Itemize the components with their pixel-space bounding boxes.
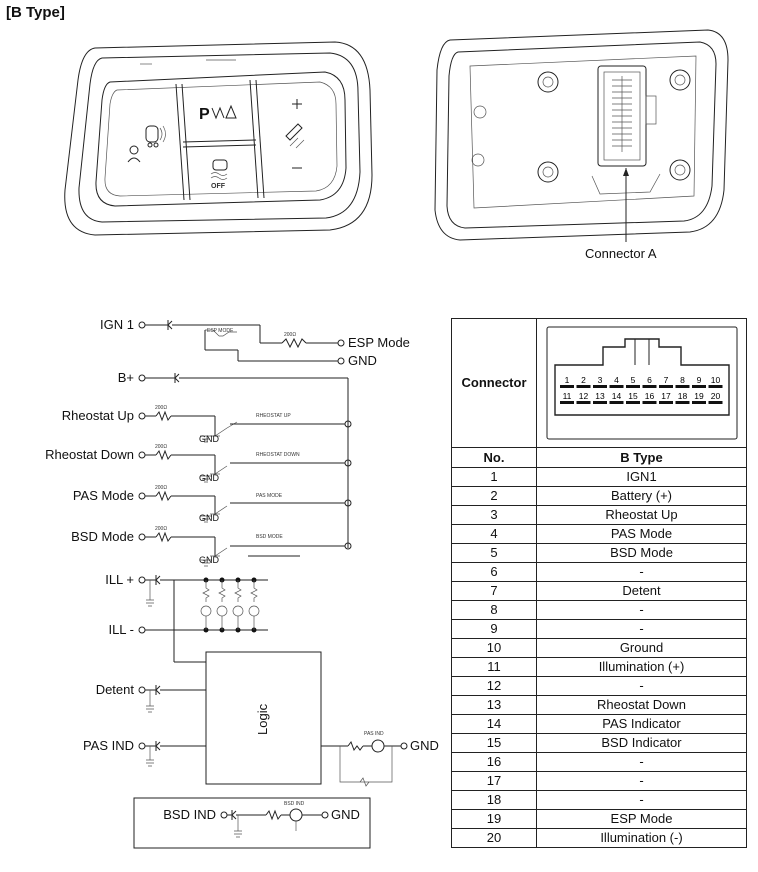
esp-off-icon — [211, 160, 227, 190]
pin-number: 6 — [452, 563, 537, 582]
table-row — [452, 639, 747, 658]
pin-contact — [643, 385, 657, 388]
pin-contact — [626, 385, 640, 388]
pin-contact — [659, 385, 673, 388]
pin-contact — [709, 385, 723, 388]
pin-contact — [577, 385, 591, 388]
logic-label: Logic — [255, 703, 270, 735]
label-detent: Detent — [95, 682, 134, 697]
esp-mode-switch-label: ESP MODE — [207, 328, 234, 334]
led-array — [201, 578, 259, 633]
pin-contact — [593, 385, 607, 388]
pin-function: BSD Mode — [537, 544, 747, 563]
pin-function: BSD Indicator — [537, 734, 747, 753]
pin-number: 11 — [452, 658, 537, 677]
pin-number: 7 — [452, 582, 537, 601]
pin-function: Rheostat Up — [537, 506, 747, 525]
pin-label: 13 — [595, 391, 605, 401]
pin-label: 2 — [581, 375, 586, 385]
pin-function: - — [537, 620, 747, 639]
label-ill-minus: ILL - — [108, 622, 134, 637]
pin-function: PAS Indicator — [537, 715, 747, 734]
pin-contact — [560, 401, 574, 404]
pin-label: 6 — [647, 375, 652, 385]
pin-number: 20 — [452, 829, 537, 848]
connector-header: Connector — [452, 319, 537, 448]
table-row — [452, 601, 747, 620]
table-row — [452, 620, 747, 639]
label-ign1: IGN 1 — [100, 317, 134, 332]
pin-number: 13 — [452, 696, 537, 715]
label-ill-plus: ILL + — [105, 572, 134, 587]
label-bsd-mode: BSD Mode — [71, 529, 134, 544]
label-pas-ind: PAS IND — [82, 738, 134, 753]
pin-number: 17 — [452, 772, 537, 791]
schematic-wires — [134, 320, 407, 848]
label-gnd-bsd: GND — [331, 807, 360, 822]
resistor-label: 200Ω — [155, 526, 168, 532]
pin-label: 12 — [578, 391, 589, 401]
table-row — [452, 544, 747, 563]
pin-number: 15 — [452, 734, 537, 753]
pin-function: - — [537, 601, 747, 620]
pin-number: 16 — [452, 753, 537, 772]
pin-label: 19 — [694, 391, 704, 401]
resistor-label: 200Ω — [155, 485, 168, 491]
rheostat-down-switch-label: RHEOSTAT DOWN — [256, 452, 300, 458]
pin-function: Battery (+) — [537, 487, 747, 506]
pin-function: Ground — [537, 639, 747, 658]
pin-row-bottom — [560, 391, 723, 404]
pin-number: 2 — [452, 487, 537, 506]
gnd-small-label: GND — [199, 555, 219, 565]
pin-row-top — [560, 375, 723, 388]
pin-label: 4 — [614, 375, 619, 385]
table-row — [452, 677, 747, 696]
pin-number: 9 — [452, 620, 537, 639]
connector-pins — [612, 76, 632, 152]
pin-function: - — [537, 753, 747, 772]
pin-function: - — [537, 791, 747, 810]
pin-contact — [676, 385, 690, 388]
pin-function: - — [537, 563, 747, 582]
label-gnd-pas: GND — [410, 738, 439, 753]
pin-function: ESP Mode — [537, 810, 747, 829]
pin-contact — [709, 401, 723, 404]
pin-label: 10 — [710, 375, 721, 385]
column-btype-header: B Type — [537, 448, 747, 468]
pin-label: 1 — [564, 375, 570, 385]
pin-contact — [610, 401, 624, 404]
pin-function: Rheostat Down — [537, 696, 747, 715]
pin-function: - — [537, 677, 747, 696]
pin-number: 3 — [452, 506, 537, 525]
pin-contact — [692, 385, 706, 388]
pin-number: 4 — [452, 525, 537, 544]
pas-ind-led-label: PAS IND — [364, 731, 384, 737]
pin-function: IGN1 — [537, 468, 747, 487]
table-row — [452, 525, 747, 544]
table-row — [452, 696, 747, 715]
pin-contact — [692, 401, 706, 404]
bsd-ind-led-label: BSD IND — [284, 801, 305, 807]
label-rheostat-up: Rheostat Up — [61, 408, 134, 423]
pin-label: 9 — [696, 375, 702, 385]
pin-number: 14 — [452, 715, 537, 734]
pin-function: Illumination (-) — [537, 829, 747, 848]
column-no-header: No. — [452, 448, 537, 468]
table-row — [452, 715, 747, 734]
switch-panel-front — [65, 42, 372, 235]
switch-panel-rear — [435, 30, 728, 242]
rheostat-up-switch-label: RHEOSTAT UP — [256, 413, 291, 419]
pin-label: 3 — [597, 375, 603, 385]
connector-a-label: Connector A — [585, 246, 657, 261]
pin-function: Illumination (+) — [537, 658, 747, 677]
resistor-label: 200Ω — [155, 444, 168, 450]
label-bplus: B+ — [117, 370, 134, 385]
pin-contact — [659, 401, 673, 404]
pin-contact — [593, 401, 607, 404]
pin-label: 14 — [611, 391, 622, 401]
pin-contact — [610, 385, 624, 388]
svg-text:P: P — [199, 106, 210, 123]
label-bsd-ind: BSD IND — [163, 807, 216, 822]
table-row — [452, 810, 747, 829]
table-row — [452, 563, 747, 582]
pin-function: - — [537, 772, 747, 791]
pin-label: 5 — [630, 375, 636, 385]
resistor-label: 200Ω — [284, 332, 297, 338]
pin-contact — [626, 401, 640, 404]
connector-pin-table — [451, 318, 747, 848]
gnd-small-label: GND — [199, 434, 219, 444]
label-pas-mode: PAS Mode — [72, 488, 134, 503]
pas-mode-switch-label: PAS MODE — [256, 493, 283, 499]
bsd-ind-box — [134, 798, 370, 848]
off-text: OFF — [211, 183, 225, 190]
car-assist-icon — [128, 126, 166, 162]
table-row — [452, 753, 747, 772]
pin-label: 7 — [663, 375, 669, 385]
pin-label: 17 — [661, 391, 671, 401]
pin-number: 5 — [452, 544, 537, 563]
pin-contact — [643, 401, 657, 404]
pin-label: 16 — [644, 391, 655, 401]
bsd-mode-switch-label: BSD MODE — [256, 534, 283, 540]
label-gnd-top: GND — [348, 353, 377, 368]
pin-label: 15 — [628, 391, 638, 401]
table-row — [452, 487, 747, 506]
pin-number: 8 — [452, 601, 537, 620]
connector-face-diagram — [537, 319, 747, 448]
pin-number: 10 — [452, 639, 537, 658]
pin-label: 8 — [680, 375, 685, 385]
table-row — [452, 658, 747, 677]
pin-number: 19 — [452, 810, 537, 829]
table-row — [452, 468, 747, 487]
pin-contact — [577, 401, 591, 404]
label-esp-mode: ESP Mode — [348, 335, 410, 350]
table-row — [452, 506, 747, 525]
pin-label: 11 — [562, 391, 572, 401]
pin-contact — [676, 401, 690, 404]
pin-number: 1 — [452, 468, 537, 487]
pin-number: 12 — [452, 677, 537, 696]
pin-label: 20 — [710, 391, 721, 401]
table-row — [452, 582, 747, 601]
pin-rows — [452, 468, 747, 848]
table-row — [452, 829, 747, 848]
illumination-plus-minus-icon — [286, 99, 304, 168]
gnd-small-label: GND — [199, 473, 219, 483]
pin-contact — [560, 385, 574, 388]
table-row — [452, 791, 747, 810]
page-title: [B Type] — [6, 4, 65, 21]
pin-number: 18 — [452, 791, 537, 810]
pin-label: 18 — [677, 391, 688, 401]
pin-function: Detent — [537, 582, 747, 601]
table-row — [452, 734, 747, 753]
gnd-small-label: GND — [199, 513, 219, 523]
table-row — [452, 772, 747, 791]
label-rheostat-down: Rheostat Down — [45, 447, 134, 462]
pin-function: PAS Mode — [537, 525, 747, 544]
resistor-label: 200Ω — [155, 405, 168, 411]
parking-assist-icon — [199, 106, 236, 123]
